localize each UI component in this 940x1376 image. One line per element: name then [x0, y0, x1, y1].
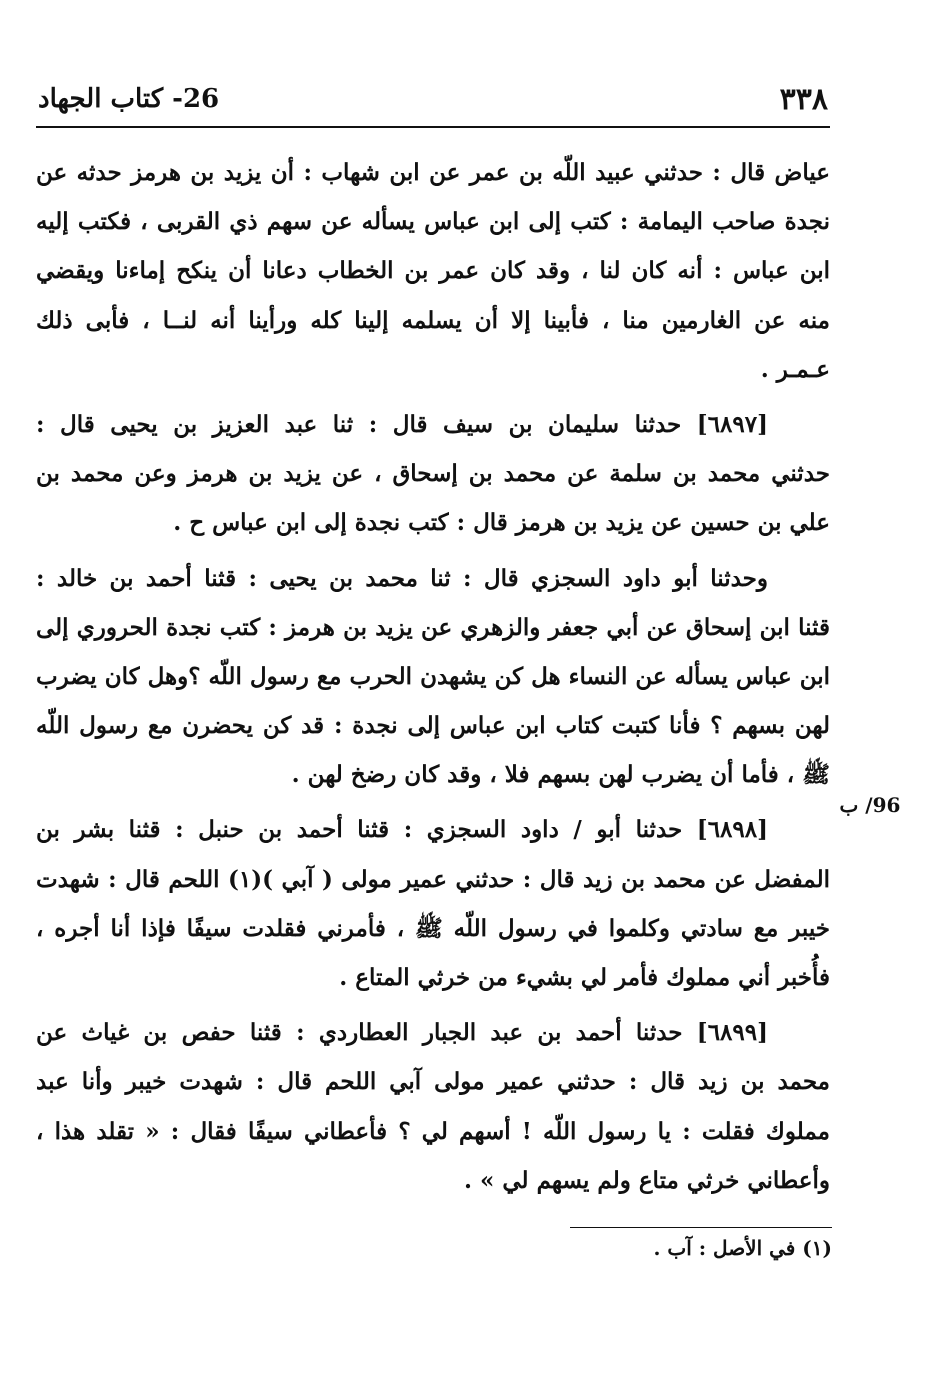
text-line: منه عن الغارمين منا ، فأبينا إلا أن يسلمه إلينا كله ورأينا أنه لنــا ، فأبى ذلك — [36, 306, 830, 334]
hadith-line: [٦٨٩٧] حدثنا سليمان بن سيف قال : ثنا عبد العزيز بن يحيى قال : — [36, 410, 768, 438]
text-line: ﷺ ، فأما أن يضرب لهن بسهم فلا ، وقد كان رضخ لهن . — [291, 761, 830, 789]
paragraph — [36, 1008, 830, 1205]
paragraph — [36, 805, 830, 1002]
text-line: وأعطاني خرثي متاع ولم يسهم لي » . — [463, 1166, 830, 1194]
paragraph — [36, 554, 830, 800]
text-line: علي بن حسين عن يزيد بن هرمز قال : كتب نجدة إلى ابن عباس ح . — [173, 509, 830, 537]
page-number: ٣٣٨ — [779, 82, 828, 117]
header-divider — [36, 126, 830, 128]
footnote: (١) في الأصل : آب . — [653, 1236, 832, 1260]
text-line: عـمـر . — [760, 355, 830, 383]
text-line: فأُخبر أني مملوك فأمر لي بشيء من خرثي المتاع . — [339, 964, 830, 991]
hadith-line: [٦٨٩٩] حدثنا أحمد بن عبد الجبار العطاردي : قثنا حفص بن غياث عن — [36, 1019, 768, 1047]
body-text — [36, 148, 830, 1205]
text-line: حدثني محمد بن سلمة عن محمد بن إسحاق ، عن يزيد بن هرمز وعن محمد بن — [36, 460, 830, 488]
page-header — [36, 78, 830, 124]
hadith-line: [٦٨٩٨] حدثنا أبو / داود السجزي : قثنا أحمد بن حنبل : قثنا بشر بن — [36, 816, 768, 844]
text-line: نجدة صاحب اليمامة : كتب إلى ابن عباس يسأله عن سهم ذي القربى ، فكتب إليه — [36, 208, 830, 236]
footnote-divider — [570, 1227, 832, 1228]
text-line: وحدثنا أبو داود السجزي قال : ثنا محمد بن يحيى : قثنا أحمد بن خالد : — [36, 564, 768, 592]
margin-note: 96/ ب — [839, 793, 901, 817]
paragraph — [36, 400, 830, 548]
text-line: ابن عباس : أنه كان لنا ، وقد كان عمر بن الخطاب دعانا أن ينكح إماءنا ويقضي — [36, 257, 830, 285]
text-line: عياض قال : حدثني عبيد اللّه بن عمر عن ابن شهاب : أن يزيد بن هرمز حدثه عن — [36, 159, 830, 186]
text-line: قثنا ابن إسحاق عن أبي جعفر والزهري عن يزيد بن هرمز : كتب نجدة الحروري إلى — [36, 613, 830, 641]
text-line: ابن عباس يسأله عن النساء هل كن يشهدن الحرب مع رسول اللّه ؟وهل كان يضرب — [36, 662, 830, 690]
text-line: مملوك فقلت : يا رسول اللّه ! أسهم لي ؟ فأعطاني سيفًا فقال : « تقلد هذا ، — [36, 1117, 830, 1145]
text-line: المفضل عن محمد بن زيد قال : حدثني عمير مولى ( آبي )(١) اللحم قال : شهدت — [36, 865, 830, 893]
text-line: لهن بسهم ؟ فأنا كتبت كتاب ابن عباس إلى نجدة : قد كن يحضرن مع رسول اللّه — [36, 712, 830, 740]
text-line: خيبر مع سادتي وكلموا في رسول اللّه ﷺ ، فأمرني فقلدت سيفًا فإذا أنا أجره ، — [36, 914, 830, 942]
text-line: محمد بن زيد قال : حدثني عمير مولى آبي اللحم قال : شهدت خيبر وأنا عبد — [36, 1068, 830, 1096]
book-title: 26- كتاب الجهاد — [38, 84, 220, 114]
paragraph — [36, 148, 830, 394]
